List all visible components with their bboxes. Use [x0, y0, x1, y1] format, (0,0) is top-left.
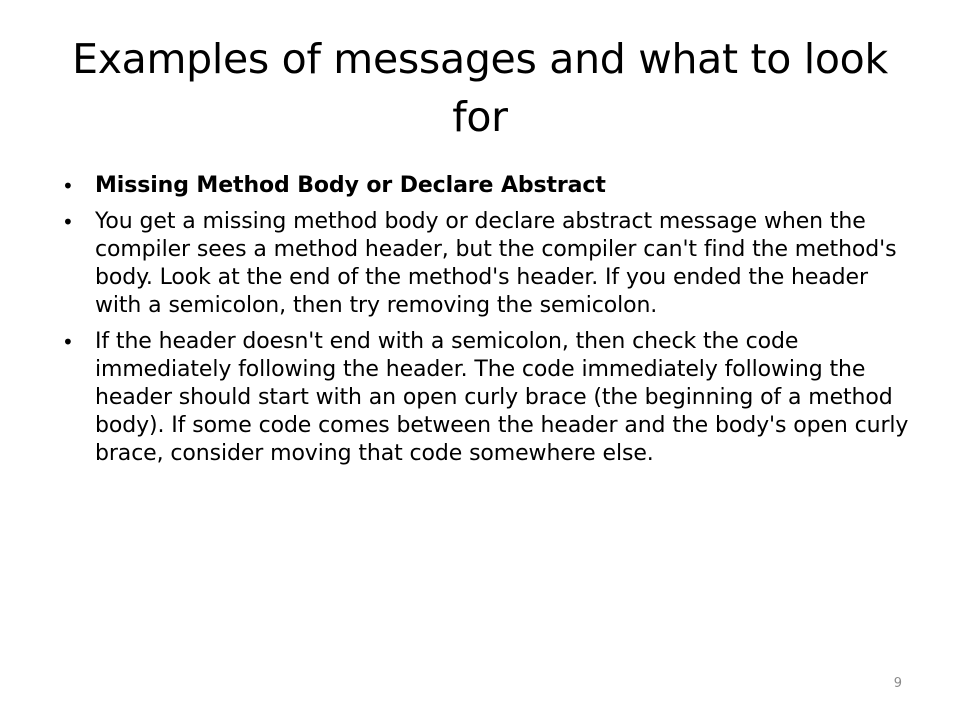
slide-title: Examples of messages and what to look for [72, 35, 888, 141]
bullet-text: If the header doesn't end with a semicolon, then check the code immediately following the header. The code immediately following the header should start with an open curly brace (the beginning of a method body). If some code comes between the header and the body's open curly brace, consider moving that code somewhere else. [95, 329, 909, 466]
bullet-text: Missing Method Body or Declare Abstract [95, 173, 606, 198]
bullet-list [62, 172, 914, 476]
bullet-text: You get a missing method body or declare abstract message when the compiler sees a method header, but the compiler can't find the method's body. Look at the end of the method's header. If you ended the header with a semicolon, then try removing the semicolon. [95, 209, 897, 318]
bullet-item-heading [62, 172, 914, 200]
bullet-item-missing-body [62, 208, 914, 320]
bullet-item-check-code [62, 328, 914, 468]
bullet-icon: • [62, 210, 74, 234]
bullet-icon: • [62, 330, 74, 354]
page-number: 9 [893, 676, 902, 691]
bullet-icon: • [62, 174, 74, 198]
